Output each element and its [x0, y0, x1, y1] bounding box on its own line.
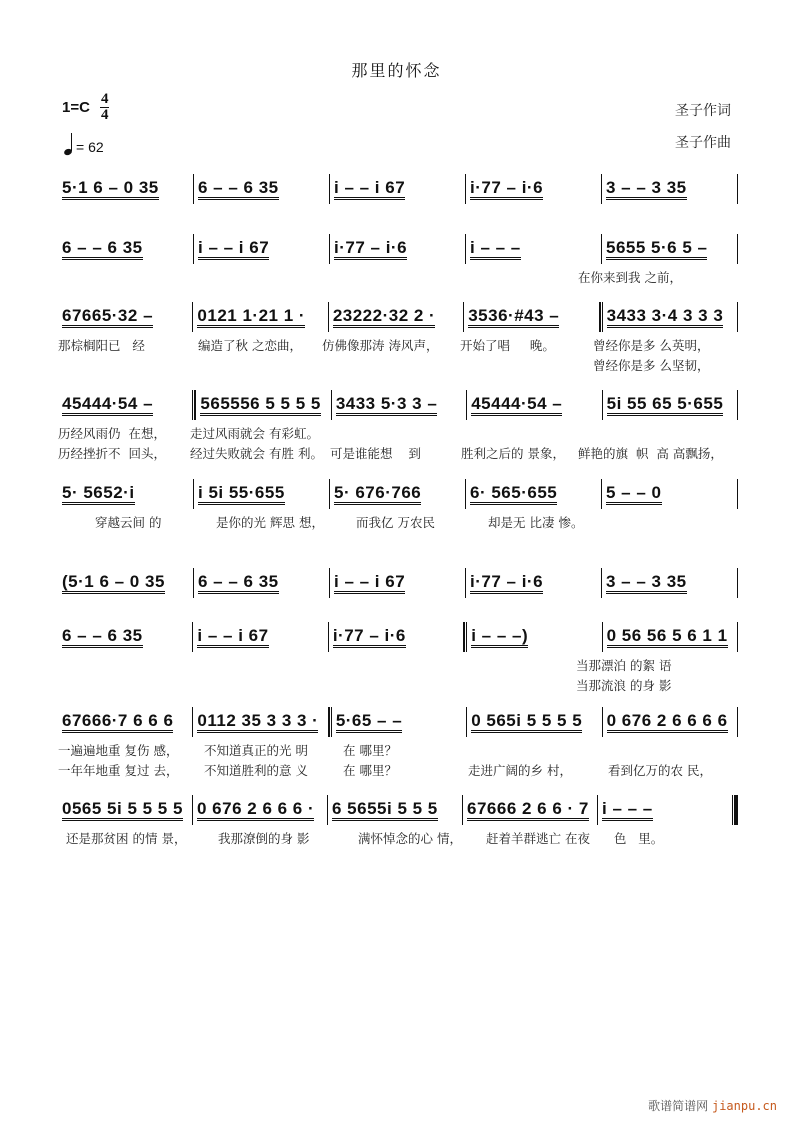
measure [603, 620, 737, 654]
lyric-line: 历经挫折不 回头， [58, 446, 166, 461]
lyric-line: 那棕榈阳已 经 [58, 338, 145, 353]
barline [737, 302, 738, 332]
measure [196, 388, 330, 422]
measure-notes: i – – i 67 [334, 573, 405, 594]
measure [603, 705, 737, 739]
barline [737, 174, 738, 204]
key-signature [62, 92, 109, 123]
lyric-line: 曾经你是多 么坚韧， [593, 358, 710, 373]
measure [466, 477, 601, 511]
measure-notes: 0 676 2 6 6 6 6 [607, 712, 728, 733]
measure-notes: 3 – – 3 35 [606, 179, 687, 200]
measure-notes: 5655 5·6 5 – [606, 239, 707, 260]
measure-notes: (5·1 6 – 0 35 [62, 573, 165, 594]
lyric-line: 一年年地重 复过 去， [58, 763, 179, 778]
measure [464, 300, 598, 334]
lyric-line: 鲜艳的旗 帜 高 高飘扬， [578, 446, 723, 461]
measure-notes: i·77 – i·6 [470, 573, 543, 594]
barline [737, 622, 738, 652]
lyric-line: 开始了唱 晚。 [460, 338, 555, 353]
composer-credit: 圣子作曲 [675, 135, 731, 151]
measure-notes: 0121 1·21 1 · [197, 307, 305, 328]
measure [330, 566, 465, 600]
final-barline [732, 795, 738, 825]
measure-notes: 3536·#43 – [468, 307, 559, 328]
measure [467, 388, 601, 422]
measure-notes: 3433 3·4 3 3 3 [607, 307, 724, 328]
measure [58, 172, 193, 206]
lyric-line: 却是无 比凄 惨。 [488, 515, 584, 530]
tempo-value: = 62 [76, 139, 104, 155]
measure [463, 793, 597, 827]
measure-notes: i·77 – i·6 [333, 627, 406, 648]
measure [58, 300, 192, 334]
measure-notes: 5i 55 65 5·655 [607, 395, 724, 416]
key-label: 1=C [62, 99, 90, 116]
measure-notes: i·77 – i·6 [470, 179, 543, 200]
measure-notes: 3433 5·3 3 – [336, 395, 437, 416]
measure-notes: 6 – – 6 35 [62, 239, 143, 260]
measure [58, 705, 192, 739]
measure [467, 620, 601, 654]
measure [328, 793, 462, 827]
lyric-line: 在 哪里？ [343, 743, 397, 758]
lyric-line: 满怀悼念的心 情， [358, 831, 462, 846]
lyricist-credit: 圣子作词 [675, 103, 731, 119]
measure [602, 232, 737, 266]
measure-notes: i – – –) [471, 627, 528, 648]
measure-notes: 6 – – 6 35 [198, 573, 279, 594]
measure-notes: i – – – [470, 239, 521, 260]
measure-notes: i·77 – i·6 [334, 239, 407, 260]
score-row [58, 388, 738, 461]
measure-notes: 45444·54 – [471, 395, 562, 416]
measure-notes: i – – i 67 [198, 239, 269, 260]
score-row [58, 477, 738, 530]
barline [737, 234, 738, 264]
lyric-line: 一遍遍地重 复伤 感， [58, 743, 179, 758]
lyric-line: 胜利之后的 景象， [461, 446, 565, 461]
notes-line [58, 300, 738, 334]
notes-line [58, 477, 738, 511]
lyric-line: 曾经你是多 么英明， [593, 338, 710, 353]
lyric-line: 是你的光 辉思 想， [216, 515, 324, 530]
measure-notes: 0 676 2 6 6 6 · [197, 800, 314, 821]
lyric-line: 仿佛像那涛 涛风声， [322, 338, 439, 353]
measure [603, 300, 737, 334]
lyric-line: 赶着羊群逃亡 在夜 色 里。 [486, 831, 664, 846]
watermark-site: jianpu.cn [711, 1099, 777, 1113]
measure [194, 477, 329, 511]
notes-line [58, 620, 738, 654]
measure-notes: 0 56 56 5 6 1 1 [607, 627, 728, 648]
measure-notes: i – – i 67 [334, 179, 405, 200]
lyric-line: 不知道胜利的意 义 [204, 763, 308, 778]
measure-notes: 3 – – 3 35 [606, 573, 687, 594]
measure [332, 388, 466, 422]
notes-line [58, 232, 738, 266]
barline [737, 390, 738, 420]
lyric-line: 编造了秋 之恋曲， [198, 338, 302, 353]
score-row [58, 300, 738, 373]
measure-notes: 67665·32 – [62, 307, 153, 328]
notes-line [58, 705, 738, 739]
lyric-line: 穿越云间 的 [95, 515, 162, 530]
score-row [58, 705, 738, 778]
measure [194, 566, 329, 600]
measure [58, 232, 193, 266]
measure-notes: 6· 565·655 [470, 484, 557, 505]
measure [58, 620, 192, 654]
watermark-label: 歌谱简谱网 [648, 1099, 709, 1113]
measure-notes: 6 – – 6 35 [198, 179, 279, 200]
lyric-line: 在 哪里？ [343, 763, 397, 778]
measure [193, 620, 327, 654]
measure [329, 300, 463, 334]
time-signature-numerator: 4 [100, 91, 109, 107]
measure-notes: 0565 5i 5 5 5 5 [62, 800, 183, 821]
lyric-line: 可是谁能想 到 [330, 446, 421, 461]
lyric-line: 我那潦倒的身 影 [218, 831, 310, 846]
measure [58, 388, 192, 422]
measure [329, 620, 463, 654]
measure [330, 232, 465, 266]
notes-line [58, 566, 738, 600]
notes-line [58, 793, 738, 827]
measure [194, 172, 329, 206]
measure-notes: 565556 5 5 5 5 [200, 395, 320, 416]
measure [58, 566, 193, 600]
measure [193, 705, 327, 739]
measure [193, 300, 327, 334]
measure-notes: 6 – – 6 35 [62, 627, 143, 648]
measure [602, 172, 737, 206]
lyric-line: 当那漂泊 的絮 语 [576, 658, 672, 673]
measure [598, 793, 732, 827]
measure [602, 477, 737, 511]
measure-notes: 23222·32 2 · [333, 307, 435, 328]
measure [58, 477, 193, 511]
measure [603, 388, 737, 422]
song-title: 那里的怀念 [351, 61, 442, 80]
lyric-line: 走进广阔的乡 村， [468, 763, 572, 778]
measure-notes: i – – – [602, 800, 653, 821]
lyric-line: 经过失败就会 有胜 利。 [190, 446, 323, 461]
score-row [58, 172, 738, 206]
measure-notes: i 5i 55·655 [198, 484, 285, 505]
measure-notes: 6 5655i 5 5 5 [332, 800, 438, 821]
measure [330, 172, 465, 206]
notes-line [58, 388, 738, 422]
measure [466, 566, 601, 600]
measure [602, 566, 737, 600]
measure-notes: 67666·7 6 6 6 [62, 712, 173, 733]
measure-notes: 45444·54 – [62, 395, 153, 416]
lyric-line: 还是那贫困 的情 景， [66, 831, 187, 846]
notes-line [58, 172, 738, 206]
score-row [58, 232, 738, 285]
measure-notes: 67666 2 6 6 · 7 [467, 800, 589, 821]
score-row [58, 566, 738, 600]
barline [737, 707, 738, 737]
measure [330, 477, 465, 511]
lyric-line: 当那流浪 的身 影 [576, 678, 672, 693]
barline [737, 568, 738, 598]
quarter-note-icon [64, 133, 74, 155]
lyric-line: 而我亿 万农民 [356, 515, 435, 530]
measure [193, 793, 327, 827]
measure-notes: 5· 5652·i [62, 484, 135, 505]
watermark [648, 1097, 777, 1114]
measure [332, 705, 466, 739]
measure [194, 232, 329, 266]
lyric-line: 在你来到我 之前， [578, 270, 682, 285]
lyric-line: 历经风雨仍 在想， [58, 426, 166, 441]
score-row [58, 793, 738, 846]
measure [466, 232, 601, 266]
barline [737, 479, 738, 509]
lyric-line: 走过风雨就会 有彩虹。 [190, 426, 319, 441]
measure-notes: 5 – – 0 [606, 484, 662, 505]
time-signature [100, 92, 110, 123]
measure-notes: 0112 35 3 3 3 · [197, 712, 318, 733]
measure [467, 705, 601, 739]
score-row [58, 620, 738, 693]
measure-notes: 5·65 – – [336, 712, 402, 733]
time-signature-denominator: 4 [100, 107, 109, 123]
measure-notes: 5· 676·766 [334, 484, 421, 505]
tempo-marking [64, 133, 104, 155]
lyric-line: 看到亿万的农 民， [608, 763, 712, 778]
measure [58, 793, 192, 827]
measure-notes: 0 565i 5 5 5 5 [471, 712, 582, 733]
measure [466, 172, 601, 206]
lyric-line: 不知道真正的光 明 [204, 743, 308, 758]
measure-notes: i – – i 67 [197, 627, 268, 648]
measure-notes: 5·1 6 – 0 35 [62, 179, 159, 200]
